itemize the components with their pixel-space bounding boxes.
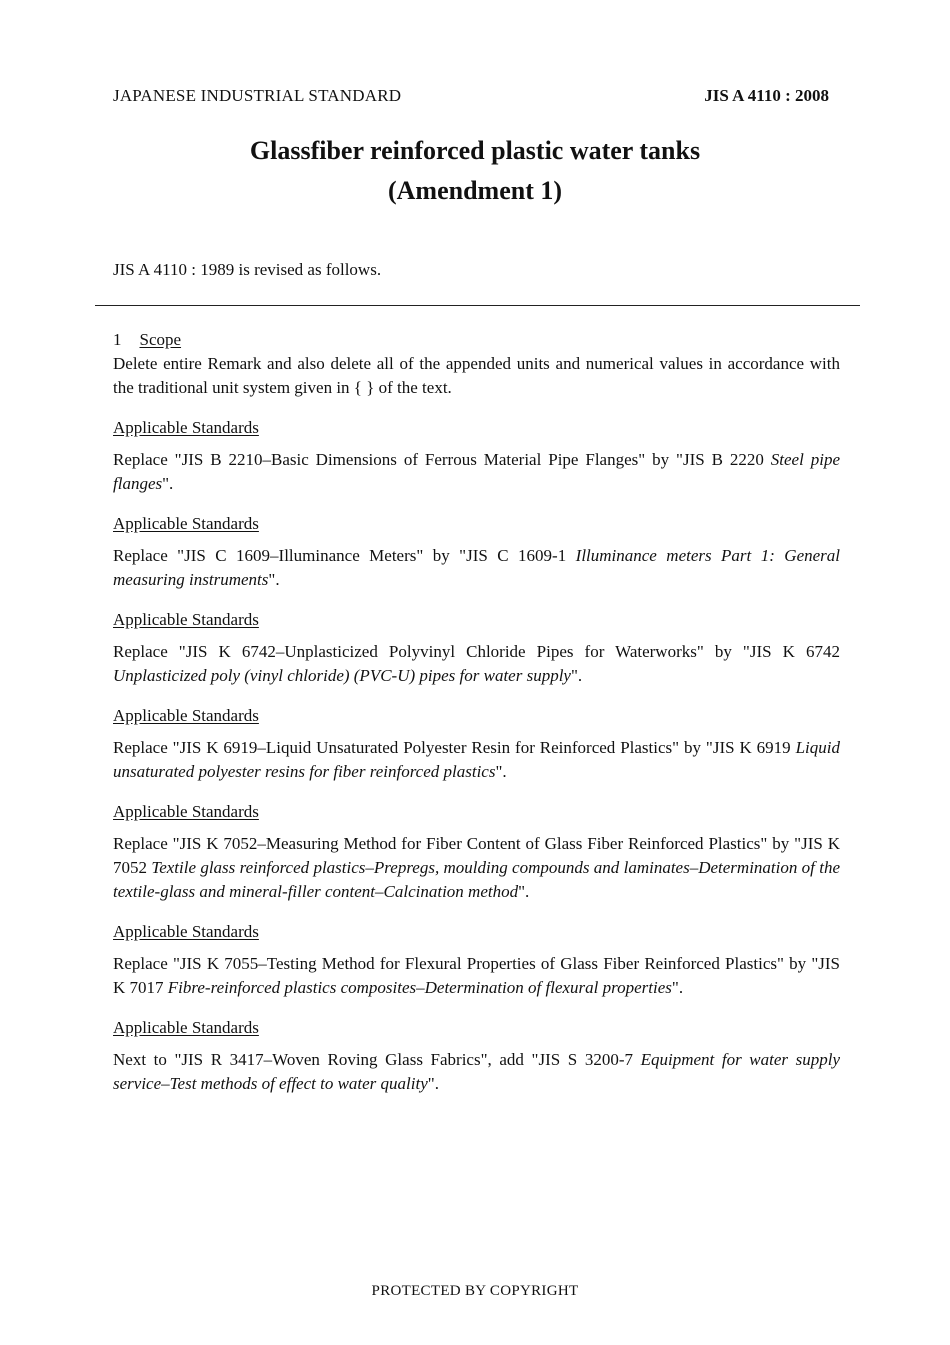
document-title: Glassfiber reinforced plastic water tanks [249,136,701,165]
section-text [113,736,840,784]
applicable-standards-section [113,512,840,592]
standard-title-italic: Unplasticized poly (vinyl chloride) (PVC-U) pipes for water supply [113,666,571,685]
section-heading: Applicable Standards [113,922,259,941]
standard-header: JAPANESE INDUSTRIAL STANDARD [113,86,402,105]
section-text [113,448,840,496]
section-heading: Applicable Standards [113,802,259,821]
applicable-standards-section [113,704,840,784]
section-heading: Applicable Standards [113,514,259,533]
clause-title: Scope [139,330,182,349]
section-heading: Applicable Standards [113,706,259,725]
replacement-text: Replace "JIS K 6742–Unplasticized Polyvinyl Chloride Pipes for Waterworks" by "JIS K 6742 [113,642,840,661]
closing-quote: ". [570,666,583,685]
replacement-text: Replace "JIS C 1609–Illuminance Meters" by "JIS C 1609-1 [113,546,576,565]
applicable-standards-section [113,608,840,688]
applicable-standards-section [113,920,840,1000]
closing-quote: ". [427,1074,439,1093]
closing-quote: ". [162,474,174,493]
replacement-text: Next to "JIS R 3417–Woven Roving Glass Fabrics", add "JIS S 3200-7 [113,1050,641,1069]
document-body [113,328,840,1096]
applicable-standards-section [113,800,840,904]
section-text [113,544,840,592]
document-subtitle: (Amendment 1) [387,176,563,205]
clause-text: Delete entire Remark and also delete all of the appended units and numerical values in accordance with the traditional unit system given in { } of the text. [113,354,840,397]
standard-title-italic: Textile glass reinforced plastics–Prepregs, moulding compounds and laminates–Determination of the textile-glass and mineral-filler content–Calcination method [113,858,840,901]
applicable-standards-section [113,1016,840,1096]
standard-title-italic: Steel pipe flanges [113,450,841,493]
section-text [113,1048,840,1096]
section-heading: Applicable Standards [113,1018,259,1037]
applicable-standards-section [113,416,840,496]
section-text [113,832,840,904]
standard-number: JIS A 4110 : 2008 [704,86,829,105]
clause-number: 1 [113,330,122,349]
intro-text: JIS A 4110 : 1989 is revised as follows. [113,260,382,279]
section-heading: Applicable Standards [113,418,259,437]
standard-title-italic: Liquid unsaturated polyester resins for fiber reinforced plastics [113,738,840,781]
replacement-text: Replace "JIS K 6919–Liquid Unsaturated Polyester Resin for Reinforced Plastics" by "JIS K 6919 [113,738,796,757]
standard-title-italic: Illuminance meters Part 1: General measuring instruments [113,546,840,589]
replacement-text: Replace "JIS B 2210–Basic Dimensions of Ferrous Material Pipe Flanges" by "JIS B 2220 [113,450,771,469]
standard-title-italic: Fibre-reinforced plastics composites–Determination of flexural properties [167,978,672,997]
replacement-text: Replace "JIS K 7052–Measuring Method for Fiber Content of Glass Fiber Reinforced Plastics" by "JIS K 7052 [113,834,840,877]
closing-quote: ". [495,762,507,781]
closing-quote: ". [518,882,530,901]
copyright-footer: PROTECTED BY COPYRIGHT [371,1283,579,1299]
section-text [113,640,840,688]
sections-list [113,416,840,1096]
closing-quote: ". [268,570,280,589]
clause-heading [113,328,840,352]
section-text [113,952,840,1000]
replacement-text: Replace "JIS K 7055–Testing Method for Flexural Properties of Glass Fiber Reinforced Plastics" by "JIS K 7017 [113,954,840,997]
standard-title-italic: Equipment for water supply service–Test methods of effect to water quality [113,1050,840,1093]
divider [95,305,860,306]
closing-quote: ". [671,978,684,997]
section-heading: Applicable Standards [113,610,259,629]
